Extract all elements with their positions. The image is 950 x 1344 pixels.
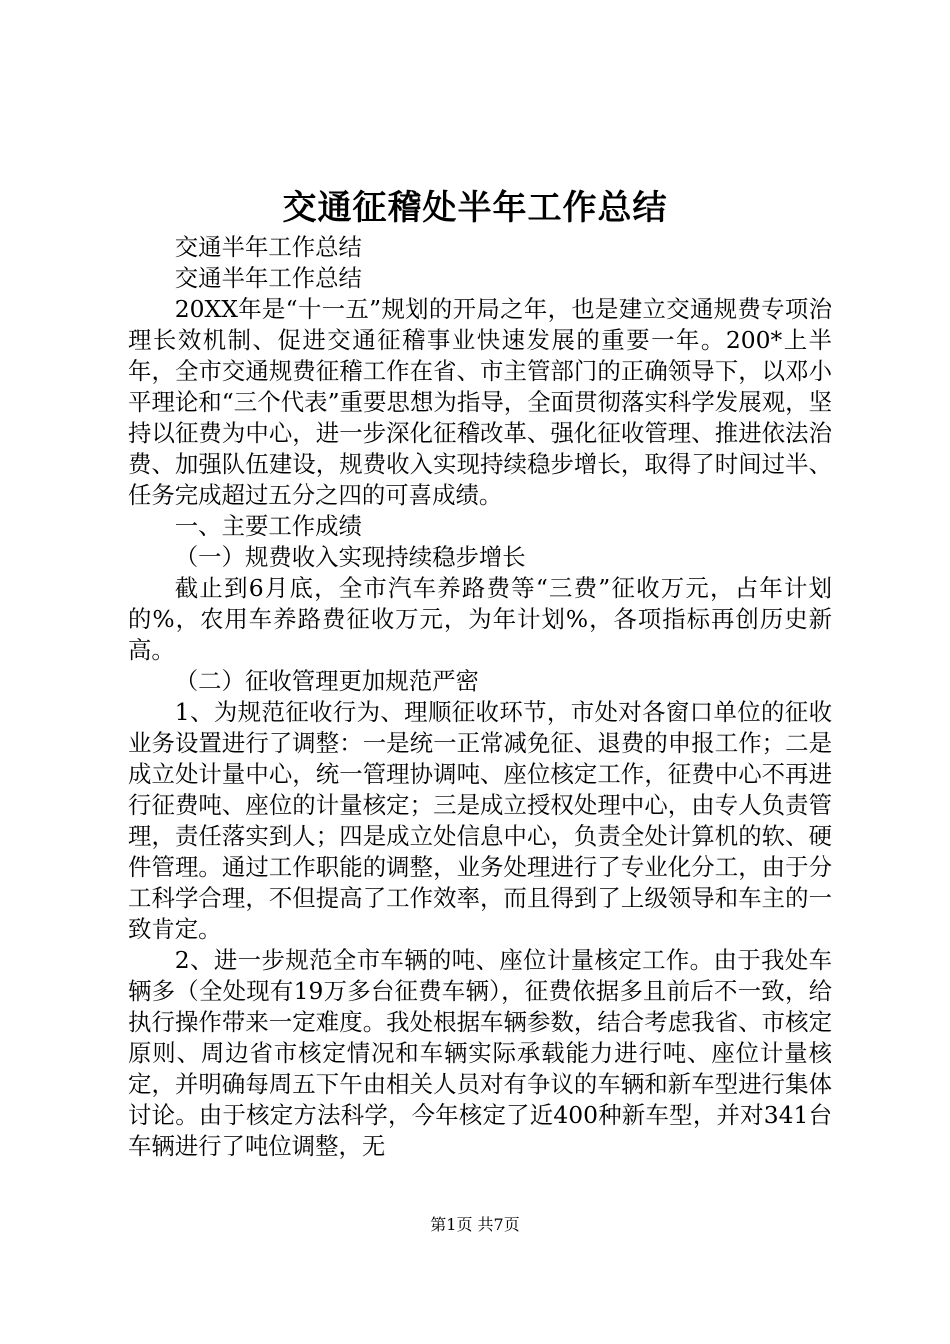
paragraph-subtitle-1: 交通半年工作总结 xyxy=(174,233,362,261)
paragraph-subtitle-2: 交通半年工作总结 xyxy=(174,264,362,292)
page-number-footer: 第1页 共7页 xyxy=(430,1215,520,1234)
document-title: 交通征稽处半年工作总结 xyxy=(282,188,668,228)
paragraph-intro: 20XX年是“十一五”规划的开局之年，也是建立交通规费专项治理长效机制、促进交通征稽事业快速发展的重要一年。200*上半年，全市交通规费征稽工作在省、市主管部门的正确领导下，以邓小平理论和“三个代表”重要思想为指导，全面贯彻落实科学发展观，坚持以征费为中心，进一步深化征稽改革、强化征收管理、推进依法治费、加强队伍建设，规费收入实现持续稳步增长，取得了时间过半、任务完成超过五分之四的可喜成绩。 xyxy=(128,295,832,509)
subsection-heading-management: （二）征收管理更加规范严密 xyxy=(174,667,479,695)
paragraph-revenue: 截止到6月底，全市汽车养路费等“三费”征收万元，占年计划的%，农用车养路费征收万元，为年计划%，各项指标再创历史新高。 xyxy=(128,574,832,664)
subsection-heading-revenue: （一）规费收入实现持续稳步增长 xyxy=(174,543,526,571)
paragraph-management-2: 2、进一步规范全市车辆的吨、座位计量核定工作。由于我处车辆多（全处现有19万多台征费车辆），征费依据多且前后不一致，给执行操作带来一定难度。我处根据车辆参数，结合考虑我省、市核定原则、周边省市核定情况和车辆实际承载能力进行吨、座位计量核定，并明确每周五下午由相关人员对有争议的车辆和新车型进行集体讨论。由于核定方法科学，今年核定了近400种新车型，并对341台车辆进行了吨位调整，无 xyxy=(128,946,832,1160)
paragraph-management-1: 1、为规范征收行为、理顺征收环节，市处对各窗口单位的征收业务设置进行了调整：一是统一正常减免征、退费的申报工作；二是成立处计量中心，统一管理协调吨、座位核定工作，征费中心不再进行征费吨、座位的计量核定；三是成立授权处理中心，由专人负责管理，责任落实到人；四是成立处信息中心，负责全处计算机的软、硬件管理。通过工作职能的调整，业务处理进行了专业化分工，由于分工科学合理，不但提高了工作效率，而且得到了上级领导和车主的一致肯定。 xyxy=(128,698,832,943)
section-heading-achievements: 一、主要工作成绩 xyxy=(174,512,362,540)
document-body xyxy=(128,232,832,1162)
